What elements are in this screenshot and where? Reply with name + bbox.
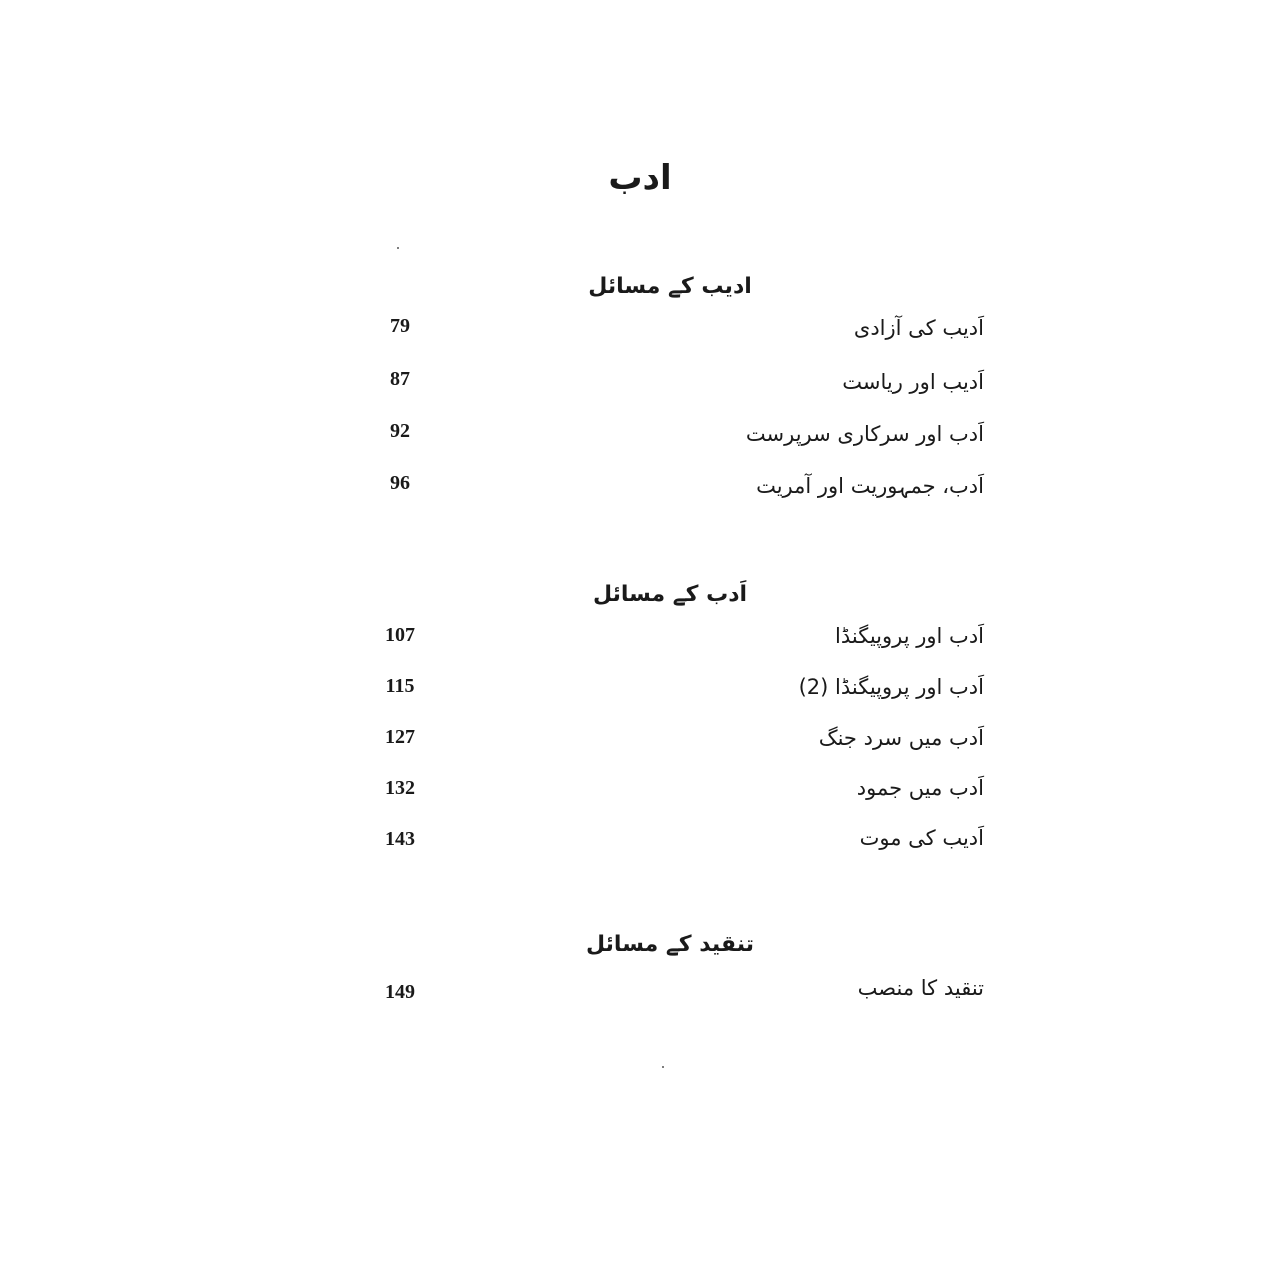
toc-entry-title: اَدیب اور ریاست [842,370,984,394]
section-heading-literature-issues: اَدب کے مسائل [592,582,748,607]
toc-entry-title: اَدیب کی موت [859,826,984,850]
toc-entry-page: 127 [385,726,415,748]
toc-entry-page: 107 [385,624,415,646]
toc-entry-page: 143 [385,828,415,850]
section-heading-criticism-issues: تنقید کے مسائل [586,932,754,957]
toc-entry-title: اَدب میں سرد جنگ [818,726,984,750]
speck-mark [662,1066,664,1068]
toc-entry-title: اَدب، جمہوریت اور آمریت [756,474,984,498]
section-heading-writer-issues: ادیب کے مسائل [588,274,752,299]
toc-entry-title: اَدب اور سرکاری سرپرست [745,422,984,446]
toc-entry-page: 132 [385,777,415,799]
speck-mark [397,247,399,249]
toc-entry-title: اَدیب کی آزادی [853,316,984,340]
toc-entry-page: 87 [390,368,410,390]
toc-entry-title: اَدب میں جمود [856,776,984,800]
page-title: ادب [608,158,672,198]
toc-entry-page: 92 [390,420,410,442]
toc-entry-title: اَدب اور پروپیگنڈا (2) [798,675,984,699]
toc-entry-page: 149 [385,981,415,1003]
toc-entry-title: اَدب اور پروپیگنڈا [835,624,984,648]
toc-entry-page: 96 [390,472,410,494]
toc-entry-page: 79 [390,315,410,337]
toc-entry-page: 115 [385,675,415,697]
toc-entry-title: تنقید کا منصب [857,976,984,1000]
